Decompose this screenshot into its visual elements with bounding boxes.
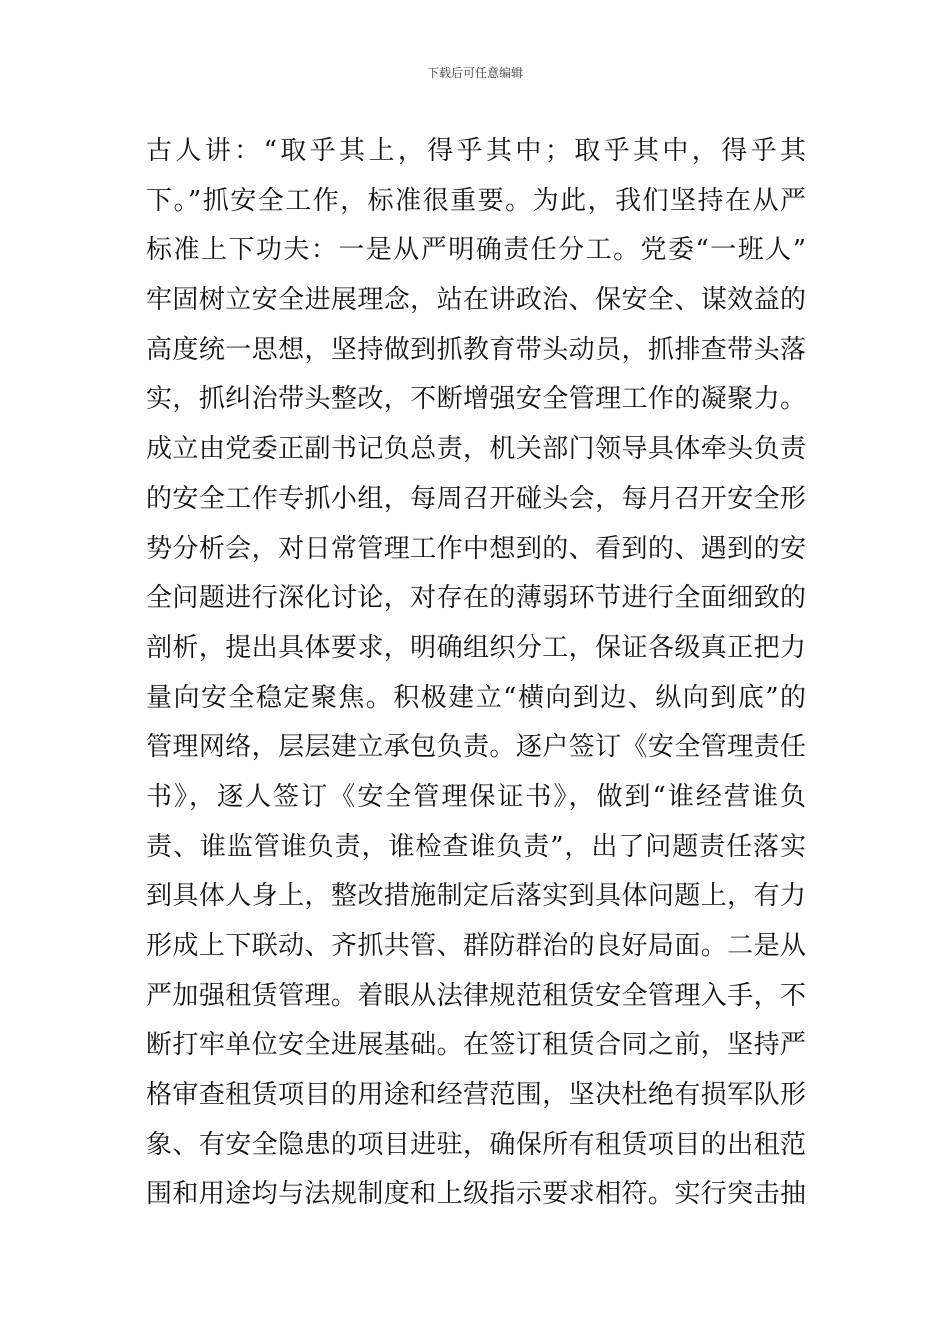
text-line: 下。”抓安全工作，标准很重要。为此，我们坚持在从严 bbox=[146, 185, 806, 216]
text-line: 形成上下联动、齐抓共管、群防群治的良好局面。二是从 bbox=[146, 931, 806, 961]
text-line: 断打牢单位安全进展基础。在签订租赁合同之前，坚持严 bbox=[146, 1030, 806, 1061]
text-line: 围和用途均与法规制度和上级指示要求相符。实行突击抽 bbox=[146, 1179, 806, 1210]
text-line: 的安全工作专抓小组，每周召开碰头会，每月召开安全形 bbox=[146, 483, 806, 514]
text-line: 全问题进行深化讨论，对存在的薄弱环节进行全面细致的 bbox=[146, 583, 806, 614]
text-line: 格审查租赁项目的用途和经营范围，坚决杜绝有损军队形 bbox=[146, 1080, 806, 1111]
text-line: 量向安全稳定聚焦。积极建立“横向到边、纵向到底”的 bbox=[146, 682, 806, 713]
text-line: 象、有安全隐患的项目进驻，确保所有租赁项目的出租范 bbox=[146, 1129, 806, 1160]
text-line: 古人讲：“取乎其上，得乎其中；取乎其中，得乎其 bbox=[146, 136, 806, 166]
text-line: 责、谁监管谁负责，谁检查谁负责”，出了问题责任落实 bbox=[146, 831, 806, 862]
text-line: 标准上下功夫：一是从严明确责任分工。党委“一班人” bbox=[146, 235, 806, 266]
text-line: 成立由党委正副书记负总责，机关部门领导具体牵头负责 bbox=[146, 434, 806, 465]
text-line: 势分析会，对日常管理工作中想到的、看到的、遇到的安 bbox=[146, 533, 806, 564]
text-line: 到具体人身上，整改措施制定后落实到具体问题上，有力 bbox=[146, 881, 806, 912]
page-header: 下载后可任意编辑 bbox=[426, 66, 523, 80]
text-line: 实，抓纠治带头整改，不断增强安全管理工作的凝聚力。 bbox=[146, 384, 806, 415]
body-paragraph bbox=[146, 127, 806, 1220]
text-line: 牢固树立安全进展理念，站在讲政治、保安全、谋效益的 bbox=[146, 285, 806, 316]
text-line: 高度统一思想，坚持做到抓教育带头动员，抓排查带头落 bbox=[146, 334, 806, 365]
text-line: 管理网络，层层建立承包负责。逐户签订《安全管理责任 bbox=[146, 732, 806, 763]
text-line: 书》，逐人签订《安全管理保证书》，做到“谁经营谁负 bbox=[146, 781, 806, 812]
text-line: 剖析，提出具体要求，明确组织分工，保证各级真正把力 bbox=[146, 632, 806, 663]
text-line: 严加强租赁管理。着眼从法律规范租赁安全管理入手，不 bbox=[146, 980, 806, 1011]
